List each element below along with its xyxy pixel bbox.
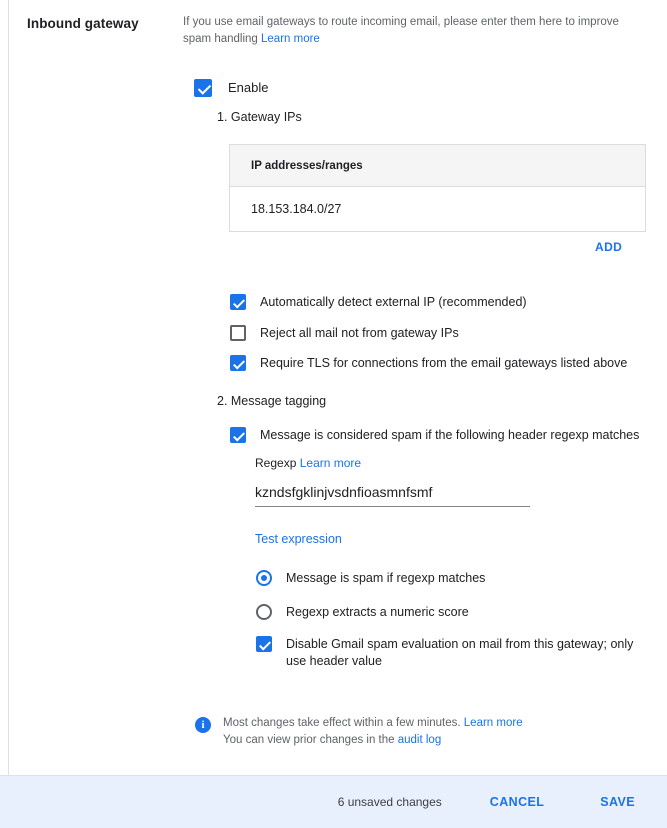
regexp-learn-more-link[interactable]: Learn more [299, 456, 362, 470]
note-line2-prefix: You can view prior changes in the [223, 734, 398, 746]
page-title: Inbound gateway [27, 16, 139, 31]
radio-message-is-spam-row[interactable] [256, 570, 485, 587]
column-header-ip-addresses: IP addresses/ranges [251, 159, 363, 172]
radio-numeric-score[interactable] [256, 604, 272, 620]
radio-numeric-score-label: Regexp extracts a numeric score [286, 605, 469, 619]
disable-spam-evaluation-row[interactable] [256, 636, 646, 670]
enable-gateway-checkbox-row[interactable] [194, 79, 268, 97]
section-description-text: If you use email gateways to route incoming email, please enter them here to improve spam handling [183, 16, 619, 45]
reject-mail-not-from-gateway-row[interactable] [230, 325, 459, 342]
spam-header-regexp-row[interactable] [230, 427, 639, 444]
changes-note-text [223, 715, 633, 749]
cancel-button[interactable]: CANCEL [489, 795, 545, 809]
auto-detect-external-ip-checkbox[interactable] [230, 294, 246, 310]
disable-spam-evaluation-checkbox[interactable] [256, 636, 272, 652]
table-header-row [230, 145, 645, 187]
require-tls-label: Require TLS for connections from the email gateways listed above [260, 356, 628, 370]
step-1-label: 1. Gateway IPs [217, 110, 302, 124]
regexp-input[interactable] [255, 480, 530, 507]
left-rail-divider [0, 0, 9, 775]
regexp-label-group [255, 456, 361, 470]
info-icon: i [195, 717, 211, 733]
auto-detect-external-ip-label: Automatically detect external IP (recommended) [260, 295, 527, 309]
step-2-label: 2. Message tagging [217, 394, 327, 408]
settings-content [9, 0, 667, 775]
save-button[interactable]: SAVE [600, 795, 635, 809]
test-expression-link[interactable]: Test expression [255, 532, 342, 546]
enable-checkbox-label: Enable [228, 80, 269, 95]
enable-checkbox[interactable] [194, 79, 212, 97]
table-row[interactable] [230, 187, 645, 231]
require-tls-row[interactable] [230, 355, 627, 372]
bottom-action-bar [0, 775, 667, 828]
audit-log-link[interactable]: audit log [397, 734, 442, 746]
spam-header-regexp-label: Message is considered spam if the following header regexp matches [260, 428, 640, 442]
gateway-ip-table [229, 144, 646, 232]
regexp-label: Regexp [255, 456, 297, 470]
radio-message-is-spam-label: Message is spam if regexp matches [286, 571, 486, 585]
intro-learn-more-link[interactable]: Learn more [261, 33, 320, 45]
ip-address-value: 18.153.184.0/27 [251, 202, 342, 216]
reject-mail-not-from-gateway-label: Reject all mail not from gateway IPs [260, 326, 459, 340]
auto-detect-external-ip-row[interactable] [230, 294, 527, 311]
note-learn-more-link[interactable]: Learn more [463, 717, 523, 729]
unsaved-changes-status: 6 unsaved changes [337, 795, 442, 809]
disable-spam-evaluation-label: Disable Gmail spam evaluation on mail from this gateway; only use header value [286, 637, 634, 668]
reject-mail-not-from-gateway-checkbox[interactable] [230, 325, 246, 341]
radio-numeric-score-row[interactable] [256, 604, 469, 621]
add-ip-button[interactable]: ADD [595, 240, 623, 254]
section-description [183, 14, 635, 48]
require-tls-checkbox[interactable] [230, 355, 246, 371]
spam-header-regexp-checkbox[interactable] [230, 427, 246, 443]
radio-message-is-spam[interactable] [256, 570, 272, 586]
note-line1-text: Most changes take effect within a few minutes. [223, 717, 461, 729]
